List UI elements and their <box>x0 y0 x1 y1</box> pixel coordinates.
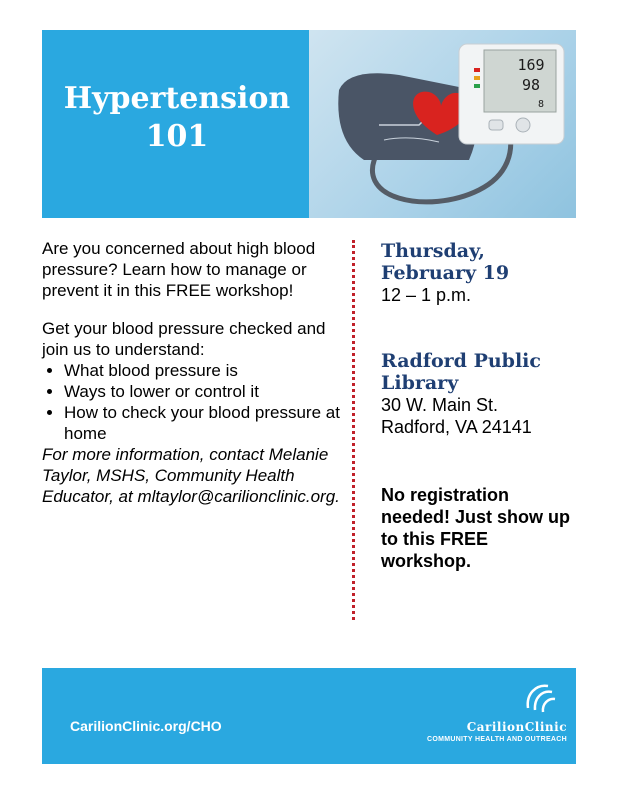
carilion-logo <box>392 682 572 752</box>
topic-item: • How to check your blood pressure at home <box>64 402 342 444</box>
title-line-1: Hypertension <box>63 81 291 116</box>
intro-question: Are you concerned about high blood pressure? Learn how to manage or prevent it in this FREE workshop! <box>42 239 316 300</box>
address-line-1: 30 W. Main St. <box>381 395 499 415</box>
title-line-2: 101 <box>145 119 209 154</box>
registration-note: No registration needed! Just show up to this FREE workshop. <box>381 485 571 571</box>
event-time: 12 – 1 p.m. <box>381 285 472 305</box>
event-details-column <box>381 240 581 572</box>
website-link[interactable]: CarilionClinic.org/CHO <box>70 718 222 734</box>
topic-item: • Ways to lower or control it <box>64 381 342 402</box>
intro-lead: Get your blood pressure checked and join us to understand: <box>42 319 326 359</box>
topics-list <box>42 360 342 444</box>
topic-item: • What blood pressure is <box>64 360 342 381</box>
event-date: February 19 <box>381 262 510 284</box>
header-banner <box>42 30 576 218</box>
venue-name-line-1: Radford Public <box>381 350 541 372</box>
logo-mark-icon <box>520 682 560 718</box>
address-line-2: Radford, VA 24141 <box>381 417 532 437</box>
pulse-reading: 8 <box>537 99 545 110</box>
description-column <box>42 238 342 524</box>
systolic-reading: 169 <box>517 56 545 74</box>
page-title <box>42 80 312 156</box>
footer-banner <box>42 668 576 764</box>
logo-subtitle: COMMUNITY HEALTH AND OUTREACH <box>426 736 567 743</box>
contact-info: For more information, contact Melanie Taylor, MSHS, Community Health Educator, at mltaylor@carilionclinic.org. <box>42 445 340 506</box>
dotted-divider <box>352 240 355 620</box>
logo-name: CarilionClinic <box>466 720 567 734</box>
venue-name-line-2: Library <box>381 372 459 394</box>
event-day: Thursday, <box>381 240 485 262</box>
diastolic-reading: 98 <box>521 76 541 94</box>
blood-pressure-monitor-image <box>309 30 576 218</box>
